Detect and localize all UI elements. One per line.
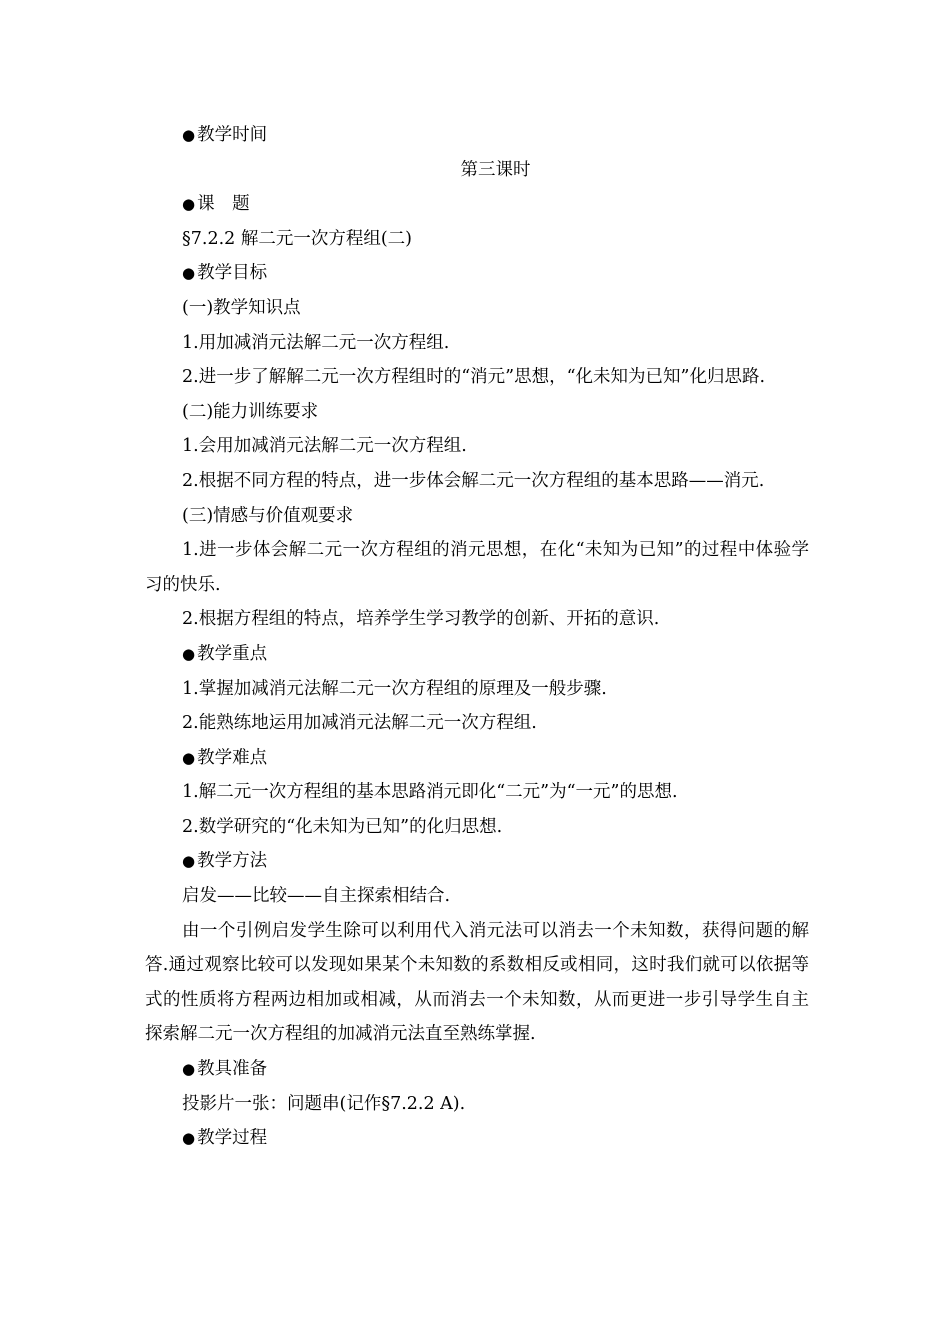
key-item1: 1.掌握加减消元法解二元一次方程组的原理及一般步骤.: [182, 678, 607, 699]
difficulty-item1: 1.解二元一次方程组的基本思路消元即化“二元”为“一元”的思想.: [182, 782, 678, 803]
document-page: [145, 118, 809, 1156]
heading-teaching-time: ● 教学时间: [182, 125, 268, 145]
difficulty-item2: 2.数学研究的“化未知为已知”的化归思想.: [182, 816, 503, 837]
tools-text: 投影片一张：问题串(记作§7.2.2 A).: [182, 1093, 466, 1114]
goal2-item2: 2.根据不同方程的特点，进一步体会解二元一次方程组的基本思路——消元.: [182, 470, 765, 491]
key-item2: 2.能熟练地运用加减消元法解二元一次方程组.: [182, 713, 537, 734]
method-item1: 启发——比较——自主探索相结合.: [182, 886, 451, 907]
goal2-title: (二)能力训练要求: [182, 401, 319, 422]
topic-text: §7.2.2 解二元一次方程组(二): [182, 228, 412, 249]
bullet-icon: ●: [182, 748, 196, 767]
goal3-item1: 1.进一步体会解二元一次方程组的消元思想，在化“未知为已知”的过程中体验学习的快乐.: [145, 540, 809, 595]
bullet-icon: ●: [182, 644, 196, 663]
goal2-item1: 1.会用加减消元法解二元一次方程组.: [182, 436, 467, 457]
goal3-item2: 2.根据方程组的特点，培养学生学习教学的创新、开拓的意识.: [182, 609, 660, 630]
goal1-item1: 1.用加减消元法解二元一次方程组.: [182, 332, 450, 353]
heading-goals: ● 教学目标: [182, 263, 268, 284]
heading-difficulties: ● 教学难点: [182, 747, 268, 768]
lesson-label: 第三课时: [460, 159, 531, 180]
heading-key-points: ● 教学重点: [182, 643, 268, 664]
heading-tools: ● 教具准备: [182, 1059, 268, 1080]
method-paragraph: 由一个引例启发学生除可以利用代入消元法可以消去一个未知数，获得问题的解答.通过观察比较可以发现如果某个未知数的系数相反或相同，这时我们就可以依据等式的性质将方程两边相加或相减，从而消去一个未知数，从而更进一步引导学生自主探索解二元一次方程组的加减消元法直至熟练掌握.: [145, 920, 809, 1045]
bullet-icon: ●: [182, 126, 196, 144]
bullet-icon: ●: [182, 264, 196, 283]
goal3-title: (三)情感与价值观要求: [182, 505, 354, 526]
bullet-icon: ●: [182, 195, 196, 214]
heading-methods: ● 教学方法: [182, 851, 268, 872]
bullet-icon: ●: [182, 1060, 196, 1079]
heading-process: ● 教学过程: [182, 1128, 268, 1149]
goal1-item2: 2.进一步了解解二元一次方程组时的“消元”思想，“化未知为已知”化归思路.: [182, 367, 766, 388]
bullet-icon: ●: [182, 852, 196, 871]
heading-topic: ● 课 题: [182, 194, 250, 215]
bullet-icon: ●: [182, 1129, 196, 1148]
goal1-title: (一)教学知识点: [182, 297, 301, 318]
